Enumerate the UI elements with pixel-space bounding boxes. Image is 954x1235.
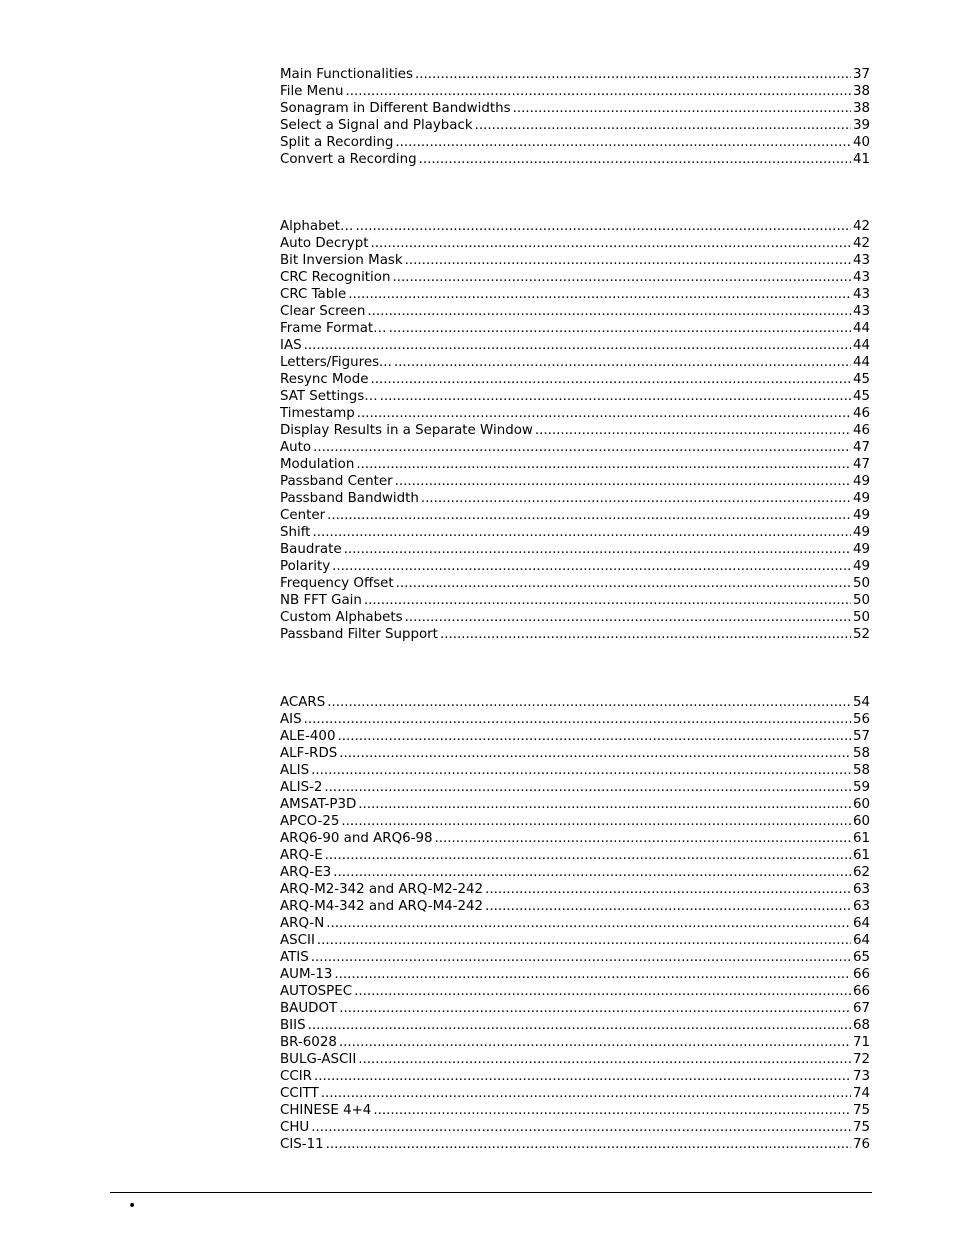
toc-leader-dots (389, 320, 851, 337)
toc-entry-title: Passband Bandwidth (280, 491, 419, 506)
toc-entry-title: Main Functionalities (280, 67, 414, 82)
toc-entry[interactable] (280, 1085, 870, 1102)
toc-entry-title: BULG-ASCII (280, 1052, 357, 1067)
toc-leader-dots (334, 966, 851, 983)
toc-entry-title: Auto Decrypt (280, 236, 369, 251)
toc-entry-page: 49 (852, 542, 870, 557)
footer-divider (110, 1192, 872, 1193)
toc-entry-page: 49 (852, 508, 870, 523)
toc-entry[interactable] (280, 558, 870, 575)
toc-section-1 (280, 66, 870, 168)
toc-entry[interactable] (280, 320, 870, 337)
toc-entry[interactable] (280, 728, 870, 745)
toc-leader-dots (337, 728, 850, 745)
toc-entry-title: ALE-400 (280, 729, 336, 744)
toc-leader-dots (339, 1034, 851, 1051)
toc-leader-dots (485, 898, 851, 915)
toc-entry[interactable] (280, 932, 870, 949)
toc-entry-title: Split a Recording (280, 135, 394, 150)
footer-bullet: • (128, 1198, 137, 1214)
toc-entry-page: 75 (852, 1103, 870, 1118)
toc-entry-title: ACARS (280, 695, 326, 710)
toc-leader-dots (339, 745, 851, 762)
toc-entry[interactable] (280, 966, 870, 983)
toc-entry-title: Frequency Offset (280, 576, 394, 591)
toc-entry-title: Select a Signal and Playback (280, 118, 473, 133)
toc-entry-page: 43 (852, 270, 870, 285)
toc-entry-title: ARQ-M2-342 and ARQ-M2-242 (280, 882, 484, 897)
toc-entry[interactable] (280, 830, 870, 847)
toc-entry-page: 41 (852, 152, 870, 167)
toc-entry[interactable] (280, 1102, 870, 1119)
toc-leader-dots (327, 694, 851, 711)
toc-entry[interactable] (280, 983, 870, 1000)
toc-leader-dots (345, 83, 851, 100)
toc-entry-page: 62 (852, 865, 870, 880)
toc-leader-dots (341, 813, 851, 830)
toc-entry-page: 49 (852, 491, 870, 506)
toc-leader-dots (367, 303, 851, 320)
toc-entry[interactable] (280, 439, 870, 456)
toc-leader-dots (421, 490, 851, 507)
toc-entry-title: Modulation (280, 457, 355, 472)
toc-entry[interactable] (280, 745, 870, 762)
toc-entry[interactable] (280, 218, 870, 235)
toc-entry-page: 71 (852, 1035, 870, 1050)
toc-entry-title: CRC Table (280, 287, 347, 302)
toc-leader-dots (314, 1068, 851, 1085)
toc-entry-title: AUTOSPEC (280, 984, 353, 999)
toc-leader-dots (380, 388, 851, 405)
toc-entry-page: 39 (852, 118, 870, 133)
toc-leader-dots (373, 1102, 851, 1119)
toc-entry-title: ARQ-E (280, 848, 323, 863)
toc-entry-title: BIIS (280, 1018, 306, 1033)
toc-entry-page: 57 (852, 729, 870, 744)
toc-entry[interactable] (280, 235, 870, 252)
toc-leader-dots (324, 779, 851, 796)
toc-entry-title: Polarity (280, 559, 331, 574)
toc-leader-dots (312, 524, 851, 541)
toc-leader-dots (308, 1017, 851, 1034)
toc-entry[interactable] (280, 286, 870, 303)
toc-entry-title: ASCII (280, 933, 315, 948)
toc-entry-title: BAUDOT (280, 1001, 338, 1016)
toc-entry-page: 49 (852, 525, 870, 540)
toc-entry-title: ATIS (280, 950, 309, 965)
toc-entry-page: 63 (852, 882, 870, 897)
toc-leader-dots (513, 100, 851, 117)
toc-entry[interactable] (280, 915, 870, 932)
toc-leader-dots (311, 1119, 851, 1136)
toc-leader-dots (311, 949, 851, 966)
toc-entry-page: 61 (852, 831, 870, 846)
toc-entry[interactable] (280, 83, 870, 100)
toc-leader-dots (435, 830, 851, 847)
toc-leader-dots (333, 864, 851, 881)
toc-entry-title: ARQ6-90 and ARQ6-98 (280, 831, 433, 846)
toc-entry-page: 45 (852, 372, 870, 387)
toc-entry-title: APCO-25 (280, 814, 340, 829)
toc-entry-page: 54 (852, 695, 870, 710)
toc-entry-page: 66 (852, 984, 870, 999)
toc-leader-dots (370, 235, 851, 252)
toc-entry[interactable] (280, 1034, 870, 1051)
toc-entry[interactable] (280, 66, 870, 83)
toc-entry-page: 38 (852, 84, 870, 99)
toc-entry[interactable] (280, 507, 870, 524)
toc-entry[interactable] (280, 269, 870, 286)
toc-entry-page: 44 (852, 355, 870, 370)
toc-entry[interactable] (280, 864, 870, 881)
toc-leader-dots (396, 575, 851, 592)
toc-entry-page: 65 (852, 950, 870, 965)
toc-entry[interactable] (280, 388, 870, 405)
toc-entry-title: Convert a Recording (280, 152, 417, 167)
toc-entry-title: SAT Settings… (280, 389, 378, 404)
toc-entry-page: 43 (852, 304, 870, 319)
toc-leader-dots (326, 1136, 851, 1153)
toc-entry[interactable] (280, 1119, 870, 1136)
toc-entry[interactable] (280, 524, 870, 541)
toc-entry-title: NB FFT Gain (280, 593, 362, 608)
toc-entry-title: Bit Inversion Mask (280, 253, 403, 268)
toc-leader-dots (304, 711, 851, 728)
toc-leader-dots (326, 915, 851, 932)
toc-entry-page: 67 (852, 1001, 870, 1016)
toc-entry[interactable] (280, 1017, 870, 1034)
toc-section-2 (280, 218, 870, 643)
toc-entry[interactable] (280, 134, 870, 151)
toc-leader-dots (535, 422, 851, 439)
toc-entry[interactable] (280, 711, 870, 728)
toc-entry-page: 46 (852, 406, 870, 421)
toc-entry-page: 56 (852, 712, 870, 727)
toc-entry-page: 38 (852, 101, 870, 116)
toc-entry-title: ARQ-E3 (280, 865, 332, 880)
toc-leader-dots (304, 337, 851, 354)
toc-entry-title: CRC Recognition (280, 270, 391, 285)
toc-entry-page: 44 (852, 321, 870, 336)
toc-entry-page: 52 (852, 627, 870, 642)
toc-entry-page: 43 (852, 287, 870, 302)
toc-entry-page: 59 (852, 780, 870, 795)
toc-leader-dots (357, 405, 851, 422)
toc-entry-page: 75 (852, 1120, 870, 1135)
toc-entry-page: 60 (852, 814, 870, 829)
toc-entry-page: 50 (852, 593, 870, 608)
toc-entry[interactable] (280, 796, 870, 813)
toc-entry-page: 49 (852, 474, 870, 489)
toc-entry-page: 73 (852, 1069, 870, 1084)
toc-entry-title: AMSAT-P3D (280, 797, 357, 812)
toc-entry-title: Alphabet… (280, 219, 354, 234)
toc-entry-page: 58 (852, 746, 870, 761)
toc-entry-title: Center (280, 508, 326, 523)
toc-entry[interactable] (280, 151, 870, 168)
toc-entry-page: 49 (852, 559, 870, 574)
toc-leader-dots (485, 881, 851, 898)
toc-leader-dots (440, 626, 851, 643)
toc-entry[interactable] (280, 762, 870, 779)
toc-section-3 (280, 694, 870, 1153)
toc-entry[interactable] (280, 575, 870, 592)
toc-entry[interactable] (280, 337, 870, 354)
toc-leader-dots (392, 269, 851, 286)
toc-entry[interactable] (280, 813, 870, 830)
toc-entry-title: BR-6028 (280, 1035, 337, 1050)
toc-leader-dots (395, 473, 851, 490)
toc-entry-page: 72 (852, 1052, 870, 1067)
toc-entry-title: CCIR (280, 1069, 312, 1084)
toc-leader-dots (419, 151, 851, 168)
toc-entry[interactable] (280, 1051, 870, 1068)
toc-entry-title: Letters/Figures... (280, 355, 392, 370)
toc-entry[interactable] (280, 405, 870, 422)
toc-entry[interactable] (280, 422, 870, 439)
toc-leader-dots (344, 541, 851, 558)
toc-entry-page: 45 (852, 389, 870, 404)
toc-entry-title: Passband Center (280, 474, 393, 489)
toc-entry[interactable] (280, 1136, 870, 1153)
toc-entry-page: 66 (852, 967, 870, 982)
toc-entry-title: Sonagram in Different Bandwidths (280, 101, 511, 116)
toc-entry-title: ALF-RDS (280, 746, 338, 761)
toc-entry[interactable] (280, 490, 870, 507)
toc-entry-title: Frame Format… (280, 321, 387, 336)
toc-leader-dots (415, 66, 851, 83)
toc-entry[interactable] (280, 847, 870, 864)
toc-leader-dots (313, 439, 851, 456)
toc-entry-title: Auto (280, 440, 312, 455)
toc-entry-title: ALIS (280, 763, 310, 778)
toc-leader-dots (317, 932, 851, 949)
toc-entry-title: AIS (280, 712, 302, 727)
toc-entry-page: 44 (852, 338, 870, 353)
toc-entry[interactable] (280, 456, 870, 473)
toc-entry-page: 64 (852, 933, 870, 948)
toc-leader-dots (354, 983, 851, 1000)
toc-entry[interactable] (280, 117, 870, 134)
toc-entry[interactable] (280, 626, 870, 643)
toc-entry[interactable] (280, 473, 870, 490)
toc-leader-dots (332, 558, 851, 575)
toc-entry-page: 40 (852, 135, 870, 150)
toc-entry[interactable] (280, 881, 870, 898)
toc-entry-page: 76 (852, 1137, 870, 1152)
toc-entry[interactable] (280, 100, 870, 117)
toc-entry-title: ARQ-M4-342 and ARQ-M4-242 (280, 899, 484, 914)
toc-entry[interactable] (280, 898, 870, 915)
toc-entry-title: CIS-11 (280, 1137, 324, 1152)
toc-entry[interactable] (280, 1068, 870, 1085)
toc-leader-dots (327, 507, 851, 524)
toc-entry-page: 50 (852, 610, 870, 625)
toc-leader-dots (355, 218, 851, 235)
toc-entry-page: 37 (852, 67, 870, 82)
toc-leader-dots (370, 371, 851, 388)
toc-entry-page: 61 (852, 848, 870, 863)
toc-entry-page: 68 (852, 1018, 870, 1033)
toc-leader-dots (405, 252, 851, 269)
toc-entry-page: 50 (852, 576, 870, 591)
toc-entry-title: Display Results in a Separate Window (280, 423, 533, 438)
toc-leader-dots (394, 354, 851, 371)
toc-leader-dots (358, 1051, 851, 1068)
toc-entry-page: 42 (852, 236, 870, 251)
toc-entry[interactable] (280, 541, 870, 558)
toc-entry-page: 63 (852, 899, 870, 914)
toc-entry-page: 46 (852, 423, 870, 438)
toc-entry-title: CHINESE 4+4 (280, 1103, 372, 1118)
toc-entry[interactable] (280, 609, 870, 626)
toc-entry[interactable] (280, 252, 870, 269)
toc-entry-title: Clear Screen (280, 304, 366, 319)
toc-entry-page: 64 (852, 916, 870, 931)
toc-entry-page: 47 (852, 457, 870, 472)
toc-entry-title: AUM-13 (280, 967, 333, 982)
toc-entry-title: Timestamp (280, 406, 355, 421)
toc-entry[interactable] (280, 949, 870, 966)
toc-entry-page: 43 (852, 253, 870, 268)
toc-entry-title: Shift (280, 525, 311, 540)
toc-entry-title: Resync Mode (280, 372, 369, 387)
toc-entry-page: 74 (852, 1086, 870, 1101)
toc-leader-dots (311, 762, 851, 779)
toc-entry-page: 47 (852, 440, 870, 455)
toc-entry-page: 60 (852, 797, 870, 812)
toc-leader-dots (356, 456, 851, 473)
toc-leader-dots (358, 796, 851, 813)
toc-entry[interactable] (280, 694, 870, 711)
toc-entry-title: Custom Alphabets (280, 610, 403, 625)
toc-leader-dots (321, 1085, 851, 1102)
toc-entry[interactable] (280, 779, 870, 796)
toc-leader-dots (405, 609, 851, 626)
toc-entry[interactable] (280, 354, 870, 371)
toc-entry-title: CCITT (280, 1086, 319, 1101)
toc-leader-dots (395, 134, 851, 151)
toc-entry-title: IAS (280, 338, 302, 353)
toc-leader-dots (339, 1000, 851, 1017)
toc-entry[interactable] (280, 1000, 870, 1017)
toc-entry[interactable] (280, 371, 870, 388)
toc-entry-title: Passband Filter Support (280, 627, 438, 642)
toc-entry-title: CHU (280, 1120, 310, 1135)
toc-entry-page: 42 (852, 219, 870, 234)
toc-leader-dots (475, 117, 851, 134)
toc-leader-dots (364, 592, 851, 609)
toc-entry-title: Baudrate (280, 542, 342, 557)
toc-entry-title: File Menu (280, 84, 344, 99)
toc-entry[interactable] (280, 303, 870, 320)
toc-leader-dots (325, 847, 851, 864)
toc-entry-title: ALIS-2 (280, 780, 323, 795)
toc-leader-dots (348, 286, 851, 303)
toc-entry-title: ARQ-N (280, 916, 325, 931)
toc-entry-page: 58 (852, 763, 870, 778)
toc-entry[interactable] (280, 592, 870, 609)
